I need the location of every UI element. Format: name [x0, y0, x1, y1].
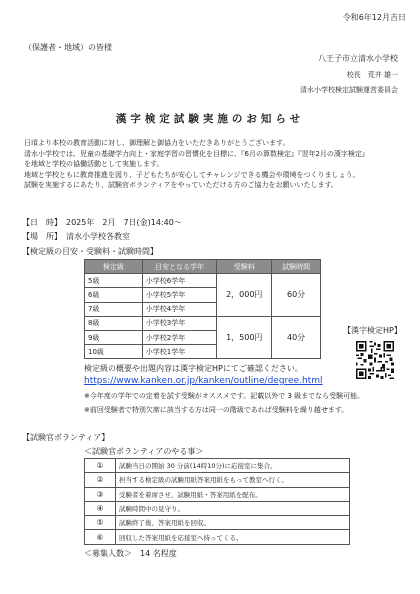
principal-name: 校長 荒井 雄一: [346, 71, 398, 79]
body-line: を地域と学校の協働活動として実施します。: [24, 160, 164, 168]
header-fee: 受験料: [217, 260, 272, 274]
level-cell: 6級: [85, 288, 143, 302]
issue-date: 令和6年12月吉日: [342, 13, 406, 22]
task-text: 試験終了後、答案用紙を回収。: [116, 516, 350, 530]
volunteer-heading: 【試験官ボランティア】: [22, 433, 110, 442]
fee-cell: 2，000円: [217, 274, 272, 317]
level-cell: 9級: [85, 330, 143, 344]
level-cell: 8級: [85, 316, 143, 330]
table-row: [85, 501, 350, 515]
kanken-link[interactable]: https://www.kanken.or.jp/kanken/outline/degree.html: [84, 376, 323, 386]
grade-cell: 小学校4学年: [142, 302, 217, 316]
level-cell: 7級: [85, 302, 143, 316]
task-text: 担当する検定級の試験用紙答案用紙をもって教室へ行く。: [116, 473, 350, 487]
qr-code-icon[interactable]: [356, 341, 394, 379]
task-number: ⑥: [85, 530, 116, 544]
body-text: [24, 138, 369, 191]
recruit-count: ＜募集人数＞ 14 名程度: [84, 549, 177, 558]
tasks-table: [84, 458, 350, 545]
hp-label: 【漢字検定HP】: [343, 326, 402, 335]
note-text: ※今年度の学年での定着を試す受験がオススメです。記載以外で 3 級までなら受験可能。: [84, 392, 365, 400]
note-text: ※前回受験者で特別欠席に該当する方は同一の階級であれば受験料を繰り越せます。: [84, 406, 349, 414]
grade-cell: 小学校6学年: [142, 274, 217, 288]
level-cell: 10級: [85, 345, 143, 359]
task-text: 回収した答案用紙を応接室へ持ってくる。: [116, 530, 350, 544]
fee-cell: 1，500円: [217, 316, 272, 359]
task-number: ④: [85, 501, 116, 515]
summary-text: 検定級の概要や出題内容は漢字検定HPにてご確認ください。: [84, 364, 303, 373]
exam-date: 【日 時】 2025年 2月 7日(金)14:40～: [22, 218, 182, 227]
grade-cell: 小学校2学年: [142, 330, 217, 344]
task-number: ②: [85, 473, 116, 487]
addressee: （保護者・地域）の皆様: [24, 43, 112, 52]
table-row: [85, 530, 350, 544]
table-row: [85, 316, 321, 330]
committee-name: 清水小学校検定試験運営委員会: [300, 86, 398, 94]
grade-cell: 小学校5学年: [142, 288, 217, 302]
body-line: 地域と学校ともに教育推進を図り、子どもたちが安心してチャレンジできる機会や環境をつくりましょう。: [24, 170, 360, 179]
school-name: 八王子市立清水小学校: [318, 54, 398, 63]
table-row: [85, 516, 350, 530]
body-line: 日頃より本校の教育活動に対し、御理解と御協力をいただきありがとうございます。: [24, 139, 290, 147]
task-number: ③: [85, 487, 116, 501]
table-header-row: [85, 260, 321, 274]
task-text: 受験者を着席させ、試験用紙・答案用紙を配布。: [116, 487, 350, 501]
page-title: 漢字検定試験実施のお知らせ: [115, 113, 305, 125]
task-text: 試験時間中の見守り。: [116, 501, 350, 515]
task-number: ⑤: [85, 516, 116, 530]
header-level: 検定級: [85, 260, 143, 274]
header-time: 試験時間: [272, 260, 321, 274]
header-grade: 目安となる学年: [142, 260, 217, 274]
exam-place: 【場 所】 清水小学校各教室: [22, 232, 130, 241]
table-row: [85, 274, 321, 288]
body-line: 試験を実施するにあたり、試験官ボランティアをやっていただける方のご協力をお願いいたします。: [24, 181, 338, 189]
levels-heading: 【検定級の目安・受験料・試験時間】: [22, 247, 158, 256]
table-row: [85, 459, 350, 473]
level-cell: 5級: [85, 274, 143, 288]
volunteer-tasks-heading: ＜試験官ボランティアのやる事＞: [84, 447, 204, 456]
time-cell: 40分: [272, 316, 321, 359]
levels-table: [84, 259, 321, 359]
task-number: ①: [85, 459, 116, 473]
task-text: 試験当日の開始 30 分前(14時10分)に応接室に集合。: [116, 459, 350, 473]
table-row: [85, 487, 350, 501]
grade-cell: 小学校3学年: [142, 316, 217, 330]
body-line: 清水小学校では、児童の基礎学力向上・家庭学習の習慣化を目標に、『6月の算数検定』『翌年2月の漢字検定』: [24, 149, 369, 158]
time-cell: 60分: [272, 274, 321, 317]
table-row: [85, 473, 350, 487]
grade-cell: 小学校1学年: [142, 345, 217, 359]
